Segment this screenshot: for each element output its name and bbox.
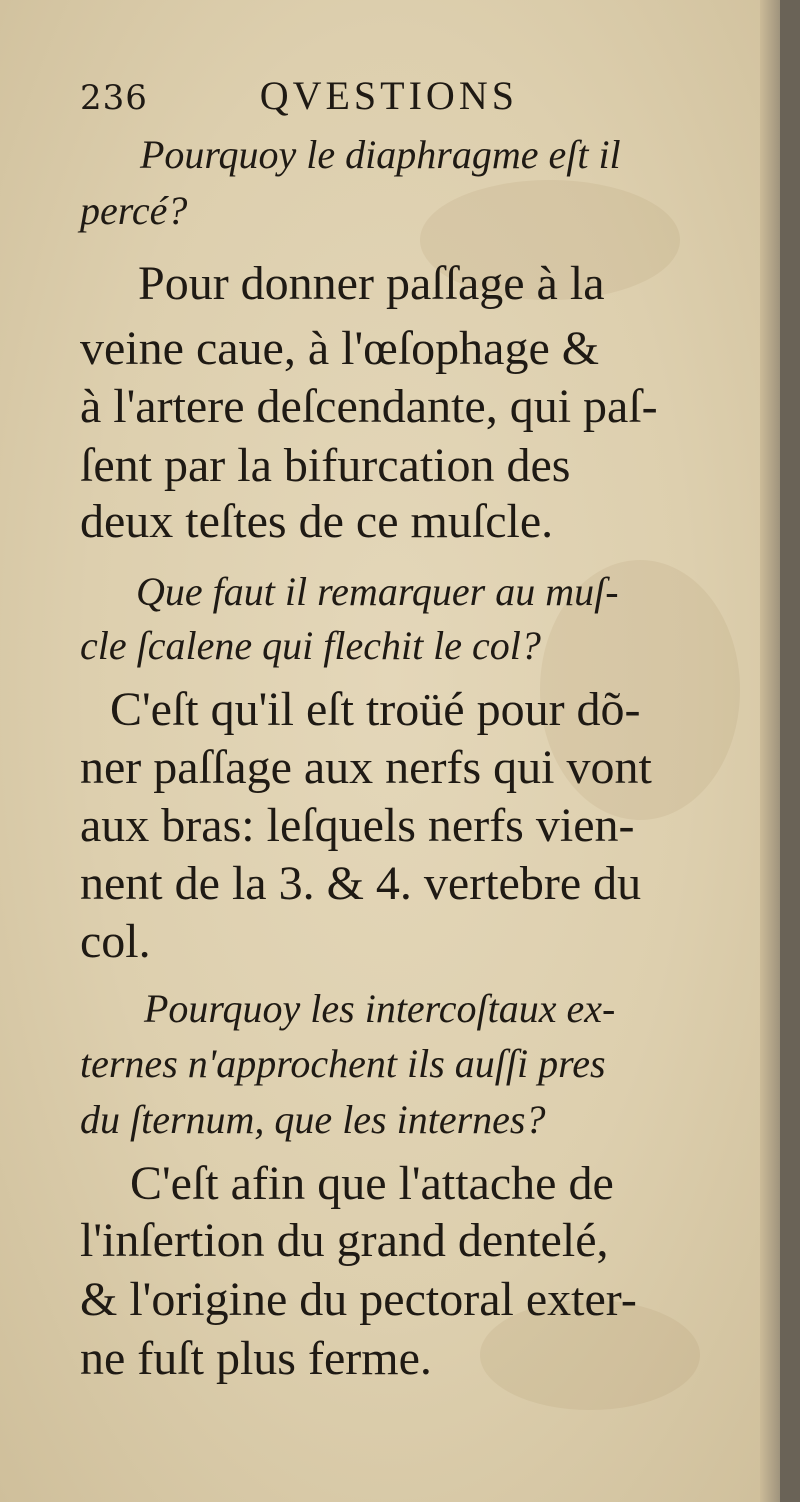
answer-line: l'inſertion du grand dentelé, — [80, 1214, 609, 1267]
page-number: 236 — [80, 78, 148, 118]
answer-line: veine caue, à l'œſophage & — [80, 322, 600, 375]
question-line: Pourquoy les intercoſtaux ex- — [144, 986, 616, 1031]
question-line: du ſternum, que les internes? — [80, 1097, 546, 1142]
page-gutter-shadow — [760, 0, 780, 1502]
page-header — [80, 72, 518, 119]
answer-line: ne fuſt plus ferme. — [80, 1332, 432, 1385]
answer-line: C'eſt afin que l'attache de — [130, 1157, 614, 1210]
question-line: cle ſcalene qui flechit le col? — [80, 623, 541, 668]
answer-line: aux bras: leſquels nerfs vien- — [80, 799, 635, 852]
answer-line: Pour donner paſſage à la — [138, 257, 605, 310]
answer-line: ſent par la bifurcation des — [80, 439, 571, 492]
answer-line: C'eſt qu'il eſt troüé pour dõ- — [110, 683, 641, 736]
answer-line: ner paſſage aux nerfs qui vont — [80, 741, 652, 794]
answer-line: deux teſtes de ce muſcle. — [80, 495, 554, 548]
question-line: Que faut il remarquer au muſ- — [136, 569, 619, 614]
question-line: percé? — [80, 188, 188, 233]
question-line: ternes n'approchent ils auſſi pres — [80, 1041, 606, 1086]
running-title: QVESTIONS — [259, 73, 518, 118]
answer-line: nent de la 3. & 4. vertebre du — [80, 857, 642, 910]
answer-line: à l'artere deſcendante, qui paſ- — [80, 380, 658, 433]
question-line: Pourquoy le diaphragme eſt il — [140, 132, 621, 177]
answer-line: col. — [80, 915, 151, 968]
answer-line: & l'origine du pectoral exter- — [80, 1273, 637, 1326]
